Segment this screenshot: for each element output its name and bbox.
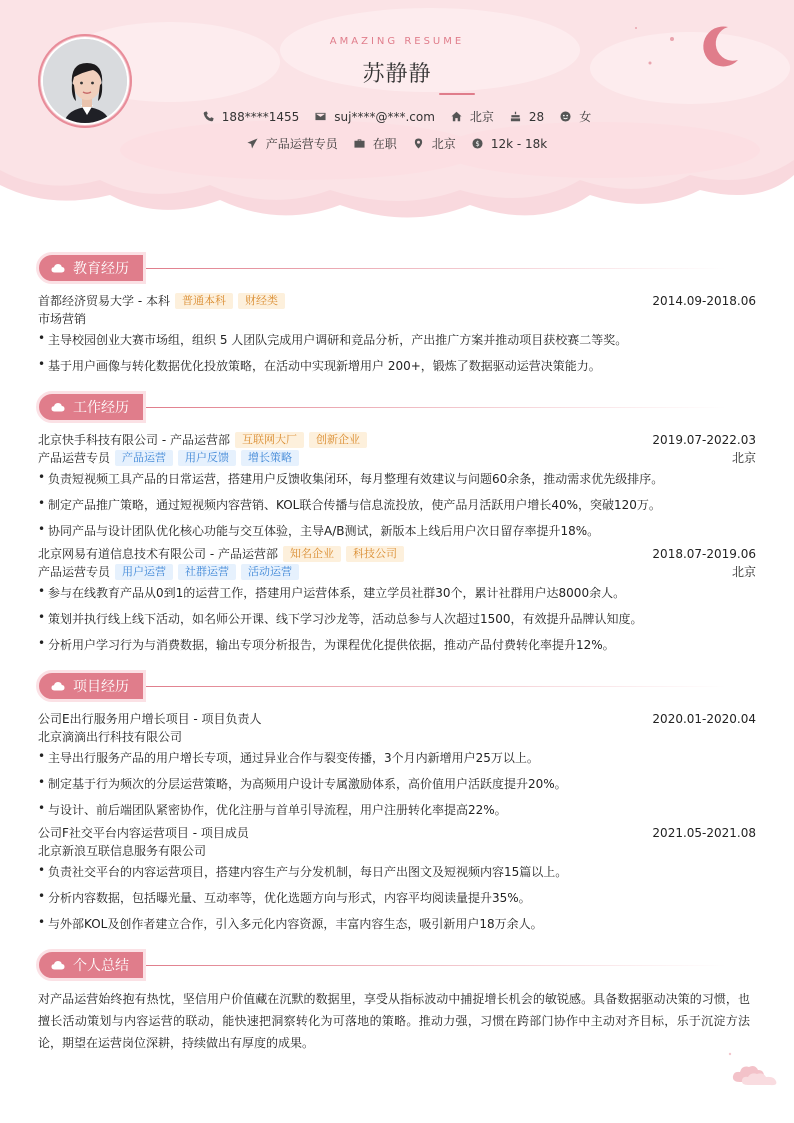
project-date: 2021.05-2021.08 bbox=[652, 825, 756, 840]
home-icon bbox=[451, 111, 462, 122]
role-name: 产品运营专员 bbox=[38, 565, 111, 579]
project-org: 北京滴滴出行科技有限公司 bbox=[38, 730, 183, 744]
project-header bbox=[38, 710, 756, 727]
home-item bbox=[451, 108, 494, 125]
project-org-line bbox=[38, 728, 756, 745]
project-bullet: • 制定基于行为频次的分层运营策略，为高频用户设计专属激励体系，高价值用户活跃度提升20%。 bbox=[38, 775, 756, 792]
education-bullet: • 基于用户画像与转化数据优化投放策略，在活动中实现新增用户 200+，锻炼了数据驱动运营决策能力。 bbox=[38, 357, 756, 374]
project-bullet: • 与外部KOL及创作者建立合作，引入多元化内容资源，丰富内容生态，吸引新用户18万余人。 bbox=[38, 915, 756, 932]
education-heading: 教育经历 bbox=[73, 261, 129, 277]
cloud-icon bbox=[51, 681, 65, 691]
role-name: 产品运营专员 bbox=[38, 451, 111, 465]
resume-kicker: AMAZING RESUME bbox=[329, 36, 465, 47]
role-tag: 增长策略 bbox=[241, 450, 299, 466]
briefcase-icon bbox=[354, 138, 365, 149]
target-city-text: 北京 bbox=[431, 137, 456, 151]
project-date: 2020.01-2020.04 bbox=[652, 711, 756, 726]
company-tag: 科技公司 bbox=[346, 546, 404, 562]
cloud-decoration-icon bbox=[726, 1052, 786, 1088]
project-header bbox=[38, 824, 756, 841]
role-tag: 产品运营 bbox=[115, 450, 173, 466]
summary-pill bbox=[36, 949, 146, 981]
gender-item bbox=[560, 108, 591, 125]
role-tag: 活动运营 bbox=[241, 564, 299, 580]
job-row bbox=[0, 135, 794, 152]
role-tag: 用户运营 bbox=[115, 564, 173, 580]
status-text: 在职 bbox=[372, 137, 397, 151]
work-entry-header bbox=[38, 545, 756, 562]
phone-text: 188****1455 bbox=[221, 109, 300, 124]
email-item bbox=[315, 110, 435, 124]
send-icon bbox=[247, 138, 258, 149]
work-date: 2019.07-2022.03 bbox=[652, 432, 756, 447]
education-bullet: • 主导校园创业大赛市场组，组织 5 人团队完成用户调研和竞品分析，产出推广方案并推动项目获校赛二等奖。 bbox=[38, 331, 756, 348]
work-heading: 工作经历 bbox=[73, 400, 129, 416]
cloud-icon bbox=[51, 960, 65, 970]
status-item bbox=[354, 135, 397, 152]
project-bullet: • 分析内容数据，包括曝光量、互动率等，优化选题方向与形式，内容平均阅读量提升35%。 bbox=[38, 889, 756, 906]
salary-text: 12k - 18k bbox=[490, 136, 548, 151]
target-role-text: 产品运营专员 bbox=[265, 137, 338, 151]
projects-section-title bbox=[36, 670, 726, 702]
company-name: 北京快手科技有限公司 - 产品运营部 bbox=[38, 433, 230, 447]
project-bullet: • 负责社交平台的内容运营项目，搭建内容生产与分发机制，每日产出图文及短视频内容15篇以上。 bbox=[38, 863, 756, 880]
project-org: 北京新浪互联信息服务有限公司 bbox=[38, 844, 207, 858]
contact-row bbox=[0, 108, 794, 125]
work-city: 北京 bbox=[731, 565, 756, 579]
summary-heading: 个人总结 bbox=[73, 958, 129, 974]
education-header bbox=[38, 292, 756, 309]
project-bullet: • 与设计、前后端团队紧密协作，优化注册与首单引导流程，用户注册转化率提高22%。 bbox=[38, 801, 756, 818]
project-org-line bbox=[38, 842, 756, 859]
work-bullet: • 负责短视频工具产品的日常运营，搭建用户反馈收集闭环，每月整理有效建议与问题60余条，推动需求优先级排序。 bbox=[38, 470, 756, 487]
project-title: 公司E出行服务用户增长项目 - 项目负责人 bbox=[38, 712, 262, 726]
school-tag: 普通本科 bbox=[175, 293, 233, 309]
resume-header bbox=[0, 0, 794, 230]
section-divider bbox=[146, 407, 726, 408]
candidate-name: 苏静静 bbox=[362, 62, 432, 87]
company-tag: 互联网大厂 bbox=[235, 432, 304, 448]
work-bullet: • 参与在线教育产品从0到1的运营工作，搭建用户运营体系，建立学员社群30个，累计社群用户达8000余人。 bbox=[38, 584, 756, 601]
work-bullet: • 协同产品与设计团队优化核心功能与交互体验，主导A/B测试，新版本上线后用户次日留存率提升18%。 bbox=[38, 522, 756, 539]
phone-icon bbox=[203, 111, 214, 122]
section-divider bbox=[146, 965, 726, 966]
project-bullet: • 主导出行服务产品的用户增长专项，通过异业合作与裂变传播，3个月内新增用户25万以上。 bbox=[38, 749, 756, 766]
school-tag: 财经类 bbox=[238, 293, 285, 309]
age-text: 28 bbox=[528, 109, 545, 124]
role-tag: 社群运营 bbox=[178, 564, 236, 580]
company-tag: 创新企业 bbox=[309, 432, 367, 448]
school-name: 首都经济贸易大学 - 本科 bbox=[38, 294, 170, 308]
work-role-line bbox=[38, 449, 756, 466]
work-entry-header bbox=[38, 431, 756, 448]
email-text: suj****@***.com bbox=[334, 109, 435, 124]
company-tag: 知名企业 bbox=[283, 546, 341, 562]
work-bullet: • 制定产品推广策略，通过短视频内容营销、KOL联合传播与信息流投放，使产品月活跃用户增长40%，突破120万。 bbox=[38, 496, 756, 513]
work-date: 2018.07-2019.06 bbox=[652, 546, 756, 561]
summary-text: 对产品运营始终抱有热忱，坚信用户价值藏在沉默的数据里，享受从指标波动中捕捉增长机会的敏锐感。具备数据驱动决策的习惯，也擅长活动策划与内容运营的联动，能快速把洞察转化为可落地的策略。推动力强，习惯在跨部门协作中主动对齐目标，乐于沉淀方法论，期望在运营岗位深耕，持续做出有厚度的成果。 bbox=[38, 992, 750, 1050]
name-underline bbox=[439, 93, 475, 95]
project-title: 公司F社交平台内容运营项目 - 项目成员 bbox=[38, 826, 249, 840]
location-icon bbox=[413, 138, 424, 149]
education-pill bbox=[36, 252, 146, 284]
money-icon bbox=[472, 138, 483, 149]
projects-heading: 项目经历 bbox=[73, 679, 129, 695]
major-text: 市场营销 bbox=[38, 312, 87, 326]
home-text: 北京 bbox=[469, 110, 494, 124]
work-role-line bbox=[38, 563, 756, 580]
svg-text:$: $ bbox=[475, 139, 480, 148]
work-city: 北京 bbox=[731, 451, 756, 465]
section-divider bbox=[146, 268, 726, 269]
cloud-icon bbox=[51, 263, 65, 273]
education-major bbox=[38, 310, 756, 327]
mail-icon bbox=[315, 111, 326, 122]
education-section-title bbox=[36, 252, 726, 284]
gender-icon bbox=[560, 111, 571, 122]
summary-section-title bbox=[36, 949, 726, 981]
target-city-item bbox=[413, 135, 456, 152]
section-divider bbox=[146, 686, 726, 687]
age-item bbox=[510, 110, 544, 124]
work-bullet: • 分析用户学习行为与消费数据，输出专项分析报告，为课程优化提供依据，推动产品付费转化率提升12%。 bbox=[38, 636, 756, 653]
cake-icon bbox=[510, 111, 521, 122]
cloud-icon bbox=[51, 402, 65, 412]
projects-pill bbox=[36, 670, 146, 702]
work-bullet: • 策划并执行线上线下活动，如名师公开课、线下学习沙龙等，活动总参与人次超过1500，有效提升品牌认知度。 bbox=[38, 610, 756, 627]
salary-item bbox=[472, 137, 547, 151]
phone-item bbox=[203, 110, 299, 124]
company-name: 北京网易有道信息技术有限公司 - 产品运营部 bbox=[38, 547, 278, 561]
work-section-title bbox=[36, 391, 726, 423]
education-date: 2014.09-2018.06 bbox=[652, 293, 756, 308]
work-pill bbox=[36, 391, 146, 423]
target-role-item bbox=[247, 135, 338, 152]
gender-text: 女 bbox=[579, 110, 592, 124]
role-tag: 用户反馈 bbox=[178, 450, 236, 466]
